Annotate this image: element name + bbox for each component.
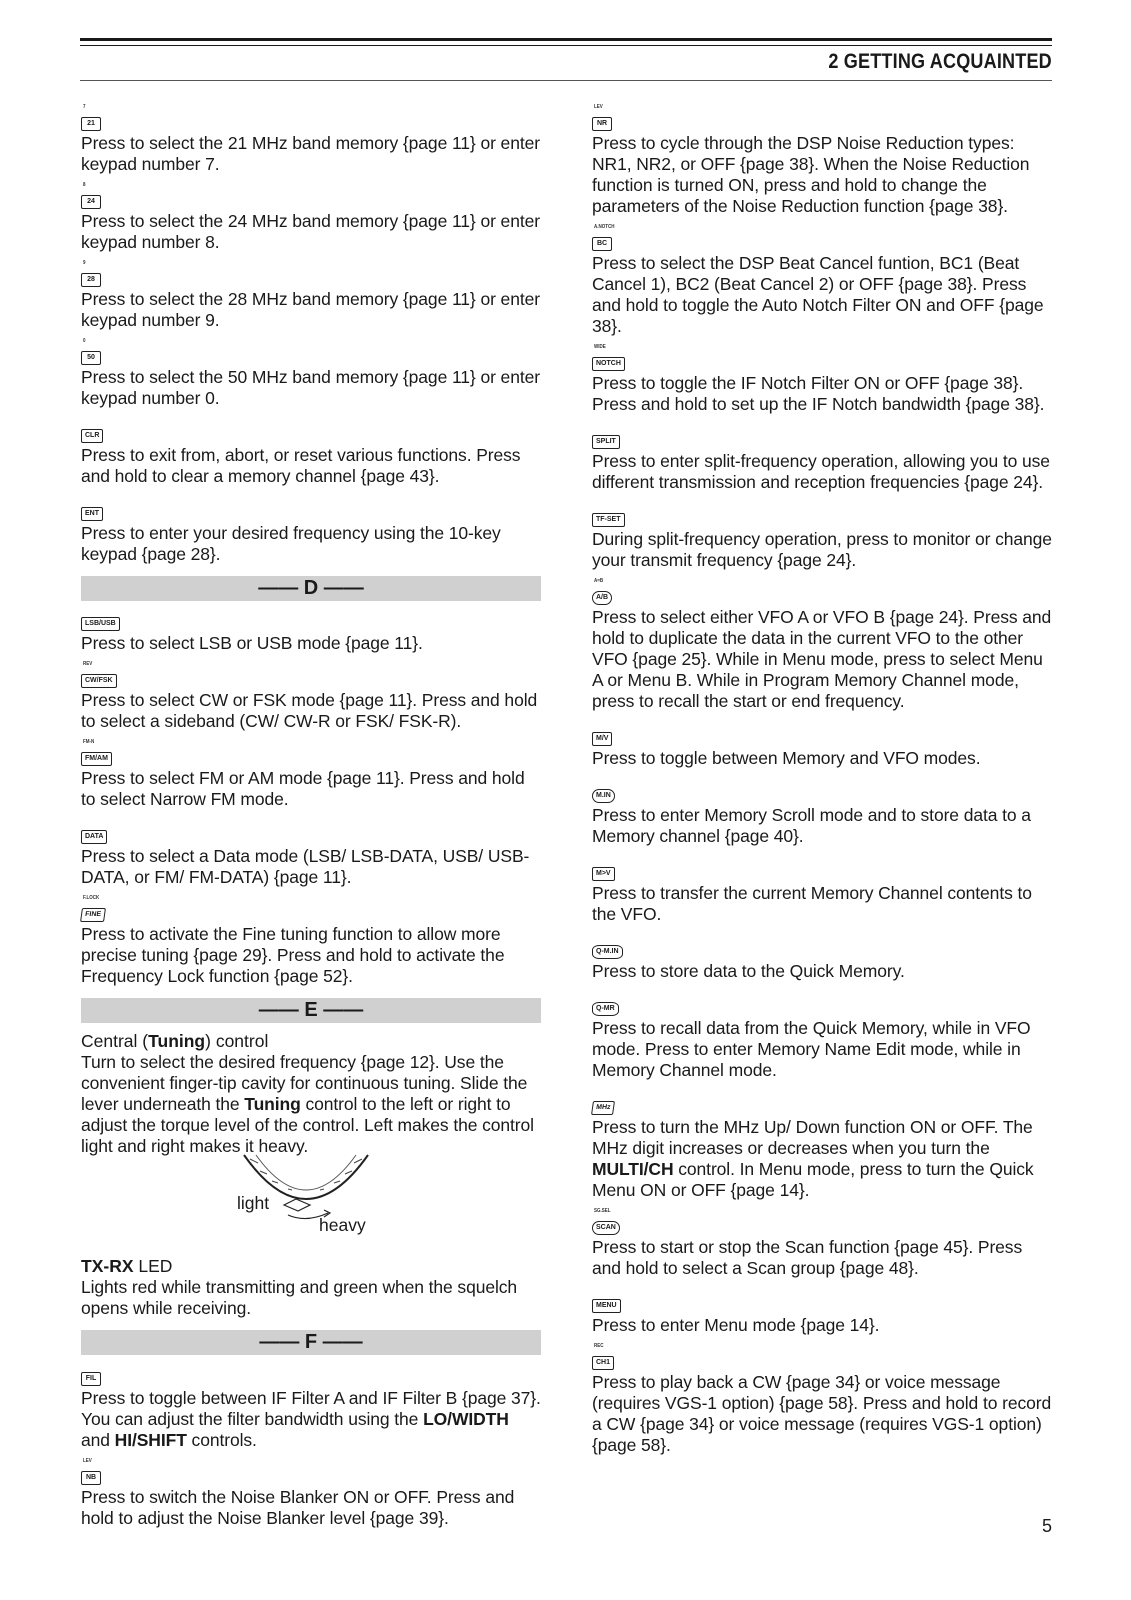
entry-fil-key xyxy=(81,1363,541,1451)
key-tf-set-icon: TF-SET xyxy=(592,513,625,527)
key-ent-icon: ENT xyxy=(81,507,103,521)
entry-description: Press to select FM or AM mode {page 11}. Press and hold to select Narrow FM mode. xyxy=(81,768,525,809)
entry-scan-key xyxy=(592,1208,1052,1279)
entry-tuning-control xyxy=(81,1031,541,1249)
entry-description: Press to select the 24 MHz band memory {page 11} or enter keypad number 8. xyxy=(81,211,540,252)
entry-24-key xyxy=(81,182,541,253)
entry-bc-key xyxy=(592,224,1052,337)
header-rule-thin xyxy=(80,45,1052,46)
fil-desc-3: controls. xyxy=(186,1430,257,1450)
entry-description: Press to activate the Fine tuning function to allow more precise tuning {page 29}. Press and hold to activate the Frequency Lock function {page 52}. xyxy=(81,924,505,986)
right-column xyxy=(592,104,1052,1463)
key-fm-am-icon: FM/AM xyxy=(81,752,112,766)
entry-description: Press to select LSB or USB mode {page 11}. xyxy=(81,633,423,653)
key-ch1-icon: CH1 xyxy=(592,1356,614,1370)
tuning-title xyxy=(81,1031,541,1052)
left-column xyxy=(81,104,541,1536)
key-28-alt-label: 9 xyxy=(83,260,86,266)
entry-50-key xyxy=(81,338,541,409)
txrx-title-post: LED xyxy=(133,1256,173,1276)
entry-data-key xyxy=(81,817,541,888)
key-fm-am-alt-label: FM-N xyxy=(83,739,95,745)
key-bc-icon: BC xyxy=(592,237,612,251)
txrx-description: Lights red while transmitting and green when the squelch opens while receiving. xyxy=(81,1277,518,1318)
entry-description: Press to recall data from the Quick Memory, while in VFO mode. Press to enter Memory Name Edit mode, while in Memory Channel mode. xyxy=(592,1018,1031,1080)
key-notch-icon: NOTCH xyxy=(592,357,625,371)
key-nb-alt-label: LEV xyxy=(83,1458,92,1464)
key-fine-alt-label: F.LOCK xyxy=(83,895,100,901)
key-quick-memory-in-icon: Q-M.IN xyxy=(592,945,623,959)
mhz-desc-2: control. In Menu mode, press to turn the Quick Menu ON or OFF {page 14}. xyxy=(592,1159,1034,1200)
entry-description: Press to select the 50 MHz band memory {page 11} or enter keypad number 0. xyxy=(81,367,540,408)
txrx-title xyxy=(81,1256,541,1277)
key-clr-icon: CLR xyxy=(81,429,103,443)
entry-description: Press to store data to the Quick Memory. xyxy=(592,961,905,981)
chapter-title: 2 GETTING ACQUAINTED xyxy=(828,50,1052,73)
key-nr-alt-label: LEV xyxy=(594,104,603,110)
key-bc-alt-label: A.NOTCH xyxy=(594,224,615,230)
entry-description: Press to select the DSP Beat Cancel funtion, BC1 (Beat Cancel 1), BC2 (Beat Cancel 2) or OFF {page 38}. Press and hold to toggle the Auto Notch Filter ON and OFF {page 38}. xyxy=(592,253,1044,336)
key-21-icon: 21 xyxy=(81,117,101,131)
section-heading-f: —— F —— xyxy=(81,1330,541,1355)
mhz-description xyxy=(592,1117,1052,1201)
key-50-alt-label: 0 xyxy=(83,338,86,344)
tuning-title-pre: Central ( xyxy=(81,1031,149,1051)
entry-description: During split-frequency operation, press to monitor or change your transmit frequency {page 24}. xyxy=(592,529,1052,570)
tuning-knob-illustration xyxy=(81,1157,541,1249)
entry-m-to-v-key xyxy=(592,854,1052,925)
entry-ch1-key xyxy=(592,1343,1052,1456)
header-rule-thick xyxy=(80,38,1052,41)
entry-clr-key xyxy=(81,416,541,487)
key-quick-memory-recall-icon: Q-MR xyxy=(592,1002,619,1016)
entry-cw-fsk-key xyxy=(81,661,541,732)
key-cw-fsk-alt-label: REV xyxy=(83,661,93,667)
entry-description: Press to toggle between Memory and VFO modes. xyxy=(592,748,981,768)
page-number: 5 xyxy=(1041,1516,1052,1536)
fil-desc-1: Press to toggle between IF Filter A and IF Filter B {page 37}. You can adjust the filter bandwidth using the xyxy=(81,1388,541,1429)
key-split-icon: SPLIT xyxy=(592,435,620,449)
tuning-description xyxy=(81,1052,541,1157)
fil-description xyxy=(81,1388,541,1451)
section-heading-d: —— D —— xyxy=(81,576,541,601)
entry-description: Press to select the 28 MHz band memory {page 11} or enter keypad number 9. xyxy=(81,289,540,330)
entry-description: Press to switch the Noise Blanker ON or OFF. Press and hold to adjust the Noise Blanker level {page 39}. xyxy=(81,1487,515,1528)
key-28-icon: 28 xyxy=(81,273,101,287)
entry-m-v-key xyxy=(592,719,1052,769)
key-menu-icon: MENU xyxy=(592,1299,621,1313)
key-cw-fsk-icon: CW/FSK xyxy=(81,674,117,688)
entry-lsb-usb-key xyxy=(81,609,541,654)
entry-description: Press to select either VFO A or VFO B {page 24}. Press and hold to duplicate the data in the current VFO to the other VFO {page 25}. While in Menu mode, press to select Menu A or Menu B. While in Program Memory Channel mode, press to recall the start or end frequency. xyxy=(592,607,1052,711)
entry-description: Press to select a Data mode (LSB/ LSB-DATA, USB/ USB-DATA, or FM/ FM-DATA) {page 11}. xyxy=(81,846,530,887)
fil-bold-hi-shift: HI/SHIFT xyxy=(114,1430,187,1450)
entry-description: Press to toggle the IF Notch Filter ON or OFF {page 38}. Press and hold to set up the IF Notch bandwidth {page 38}. xyxy=(592,373,1045,414)
entry-menu-key xyxy=(592,1286,1052,1336)
entry-notch-key xyxy=(592,344,1052,415)
key-mhz-icon: MHz xyxy=(591,1101,615,1115)
entry-21-key xyxy=(81,104,541,175)
entry-fm-am-key xyxy=(81,739,541,810)
key-21-alt-label: 7 xyxy=(83,104,86,110)
section-heading-e: —— E —— xyxy=(81,998,541,1023)
key-notch-alt-label: WIDE xyxy=(594,344,606,350)
knob-heavy-label: heavy xyxy=(319,1215,366,1235)
key-ch1-alt-label: REC xyxy=(594,1343,604,1349)
fil-bold-lo-width: LO/WIDTH xyxy=(423,1409,509,1429)
entry-description: Press to play back a CW {page 34} or voice message (requires VGS-1 option) {page 58}. Press and hold to record a CW {page 34} or voice message (requires VGS-1 option) {page 58}. xyxy=(592,1372,1052,1455)
key-m-v-icon: M/V xyxy=(592,732,612,746)
entry-description: Press to enter Menu mode {page 14}. xyxy=(592,1315,880,1335)
entry-nb-key xyxy=(81,1458,541,1529)
entry-description: Press to select the 21 MHz band memory {page 11} or enter keypad number 7. xyxy=(81,133,540,174)
entry-description: Press to transfer the current Memory Channel contents to the VFO. xyxy=(592,883,1032,924)
key-50-icon: 50 xyxy=(81,351,101,365)
key-nr-icon: NR xyxy=(592,117,612,131)
entry-description: Press to enter split-frequency operation, allowing you to use different transmission and reception frequencies {page 24}. xyxy=(592,451,1050,492)
key-memory-scroll-icon: M.IN xyxy=(592,789,615,803)
tuning-desc-bold: Tuning xyxy=(244,1094,301,1114)
entry-description: Press to enter your desired frequency using the 10-key keypad {page 28}. xyxy=(81,523,501,564)
entry-description: Press to enter Memory Scroll mode and to store data to a Memory channel {page 40}. xyxy=(592,805,1031,846)
key-nb-icon: NB xyxy=(81,1471,101,1485)
header-rule-bottom xyxy=(80,80,1052,81)
entry-28-key xyxy=(81,260,541,331)
key-m-to-v-icon: M>V xyxy=(592,867,615,881)
mhz-bold-multi-ch: MULTI/CH xyxy=(592,1159,674,1179)
entry-a-b-key xyxy=(592,578,1052,712)
key-fil-icon: FIL xyxy=(81,1372,101,1386)
entry-description: Press to start or stop the Scan function {page 45}. Press and hold to select a Scan group {page 48}. xyxy=(592,1237,1023,1278)
key-24-alt-label: 8 xyxy=(83,182,86,188)
key-lsb-usb-icon: LSB/USB xyxy=(81,617,120,631)
entry-ent-key xyxy=(81,494,541,565)
entry-description: Press to exit from, abort, or reset various functions. Press and hold to clear a memory channel {page 43}. xyxy=(81,445,521,486)
entry-description: Press to select CW or FSK mode {page 11}. Press and hold to select a sideband (CW/ CW-R or FSK/ FSK-R). xyxy=(81,690,538,731)
entry-nr-key xyxy=(592,104,1052,217)
key-scan-alt-label: SG.SEL xyxy=(594,1208,611,1214)
tuning-title-bold: Tuning xyxy=(148,1031,206,1051)
entry-mhz-key xyxy=(592,1088,1052,1201)
key-data-icon: DATA xyxy=(81,830,107,844)
txrx-title-bold: TX-RX xyxy=(81,1256,134,1276)
entry-description: Press to cycle through the DSP Noise Reduction types: NR1, NR2, or OFF {page 38}. When the Noise Reduction function is turned ON, press and hold to change the parameters of the Noise Reduction function {page 38}. xyxy=(592,133,1030,216)
key-a-b-icon: A/B xyxy=(592,591,612,605)
entry-quick-memory-recall-key xyxy=(592,989,1052,1081)
tuning-title-post: ) control xyxy=(205,1031,269,1051)
entry-tf-set-key xyxy=(592,500,1052,571)
entry-memory-scroll-key xyxy=(592,776,1052,847)
tuning-desc-2: control to the left or right to adjust the torque level of the control. Left makes the control light and right makes it heavy. xyxy=(81,1094,534,1156)
entry-tx-rx-led xyxy=(81,1256,541,1319)
key-fine-icon: FINE xyxy=(80,908,106,922)
entry-split-key xyxy=(592,422,1052,493)
fil-desc-2: and xyxy=(81,1430,115,1450)
entry-quick-memory-in-key xyxy=(592,932,1052,982)
mhz-desc-1: Press to turn the MHz Up/ Down function ON or OFF. The MHz digit increases or decreases when you turn the xyxy=(592,1117,1033,1158)
entry-fine-key xyxy=(81,895,541,987)
key-scan-icon: SCAN xyxy=(592,1221,620,1235)
knob-light-label: light xyxy=(237,1193,270,1213)
tuning-desc-1: Turn to select the desired frequency {page 12}. Use the convenient finger-tip cavity for continuous tuning. Slide the lever underneath the xyxy=(81,1052,528,1114)
key-a-b-alt-label: A=B xyxy=(594,578,604,584)
key-24-icon: 24 xyxy=(81,195,101,209)
